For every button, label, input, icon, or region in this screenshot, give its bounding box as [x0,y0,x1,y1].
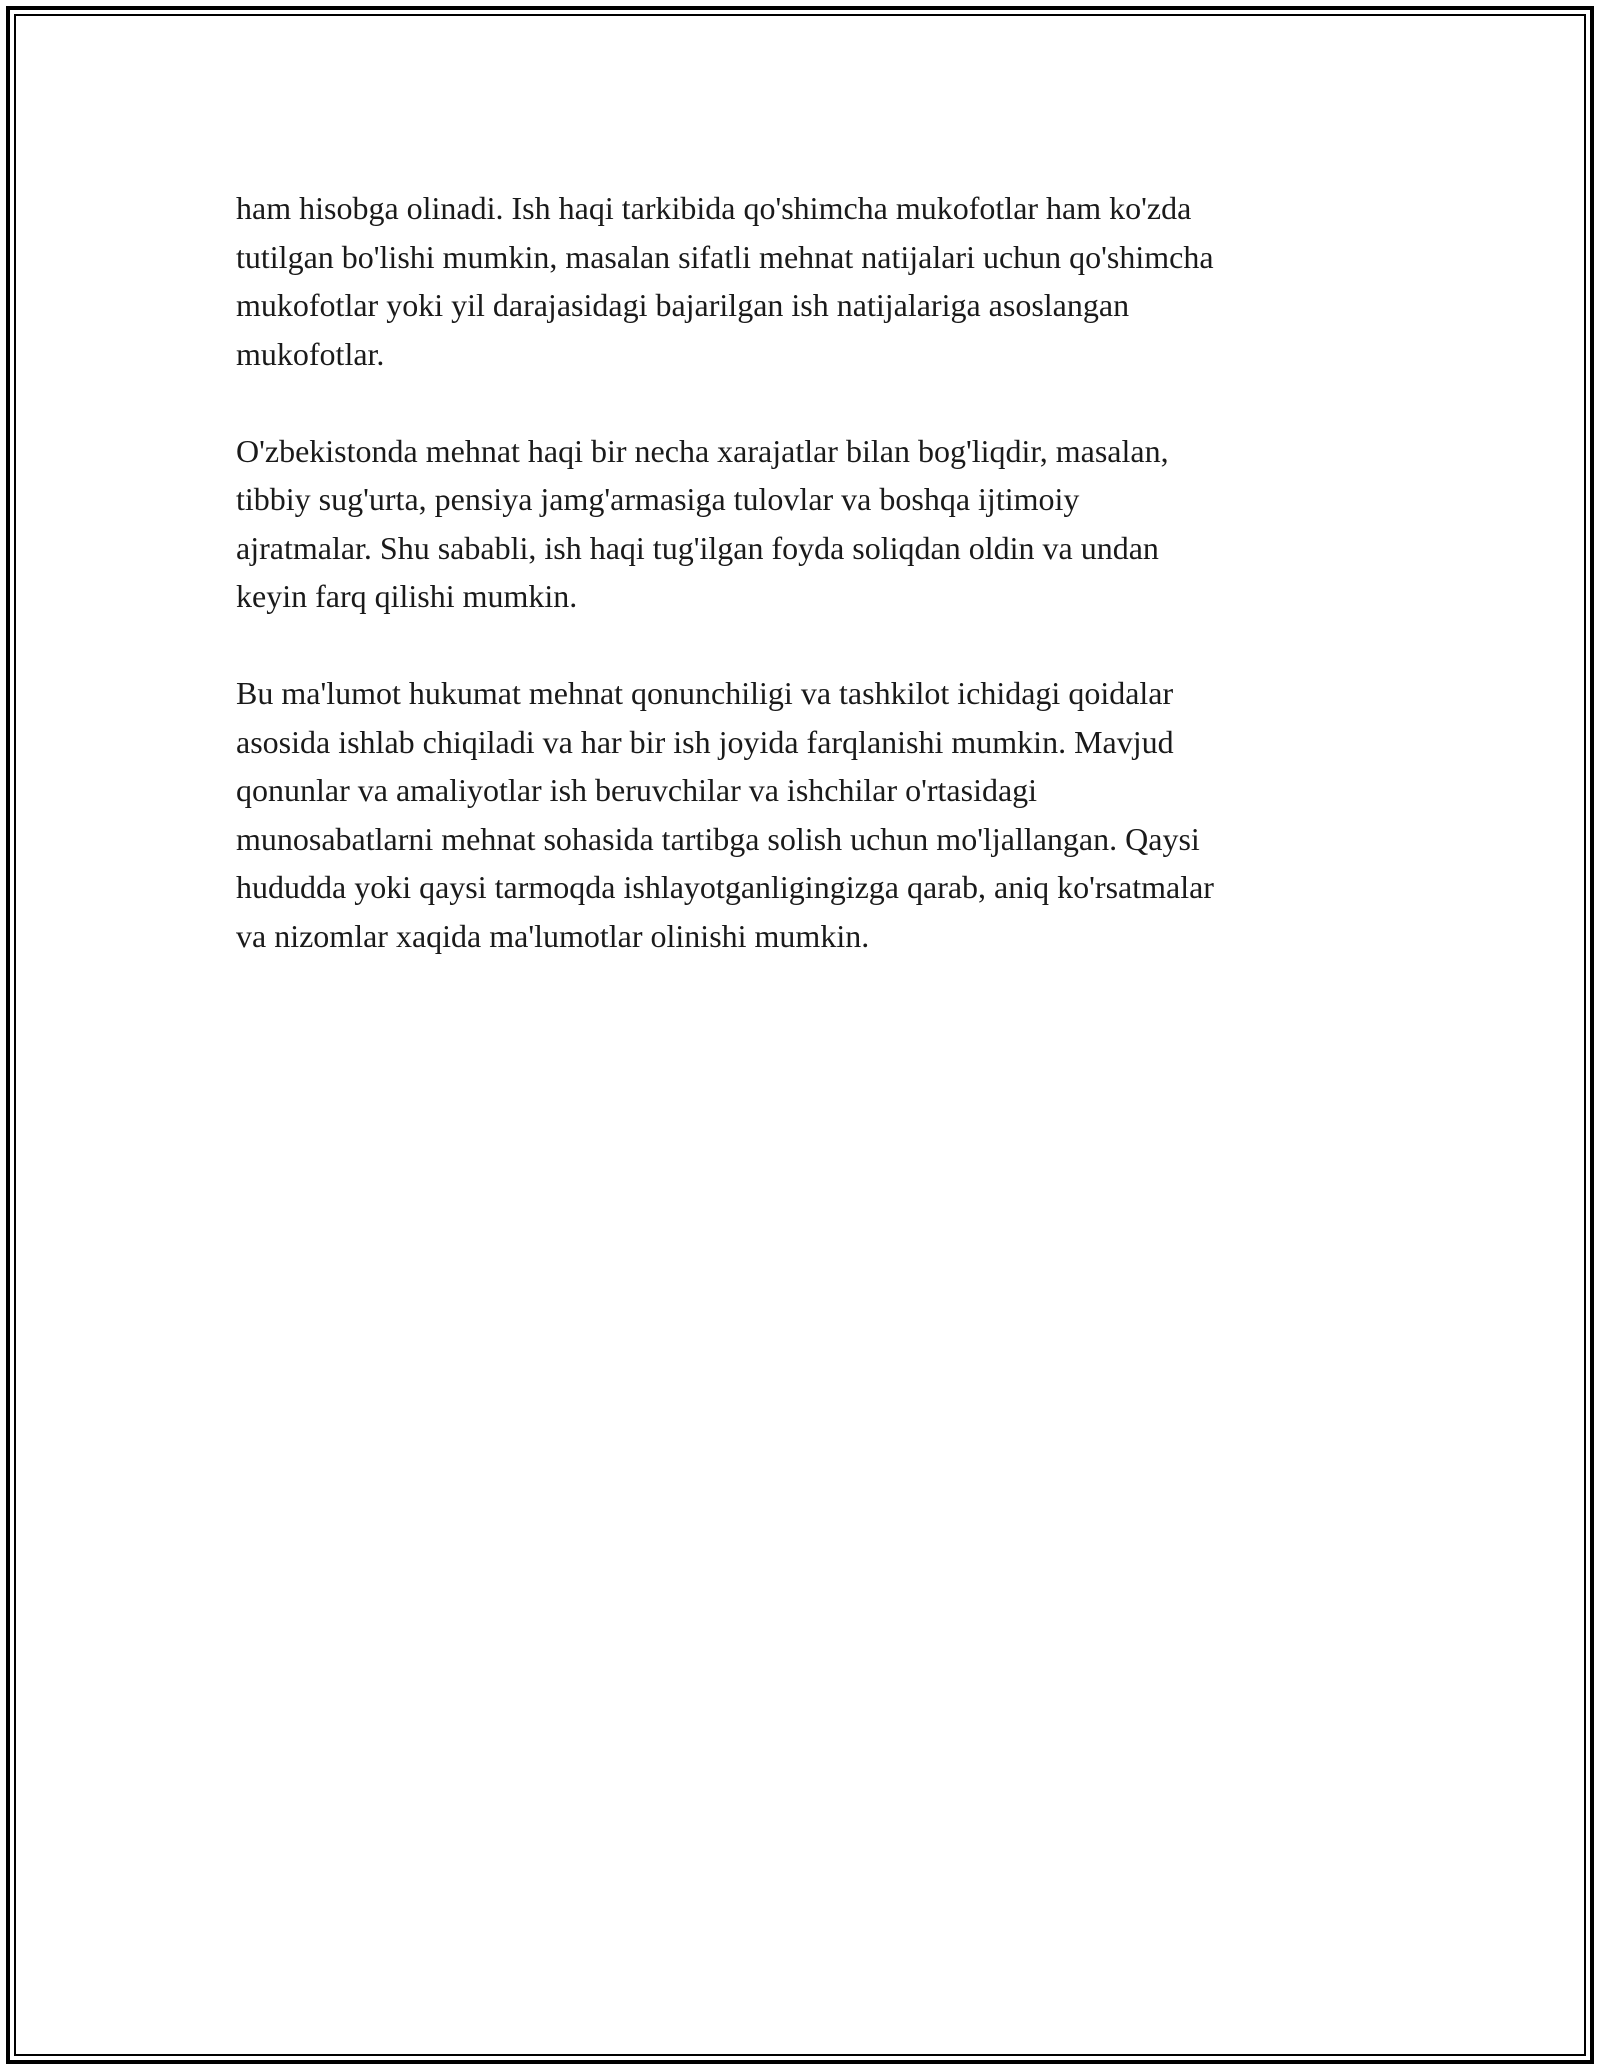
text-line: keyin farq qilishi mumkin. [236,578,578,614]
text-line: mukofotlar yoki yil darajasidagi bajarilgan ish natijalariga asoslangan [236,287,1130,323]
paragraph-3 [236,669,1376,960]
paragraph-1 [236,184,1376,378]
text-line: ham hisobga olinadi. Ish haqi tarkibida qo'shimcha mukofotlar ham ko'zda [236,190,1192,226]
text-line: O'zbekistonda mehnat haqi bir necha xarajatlar bilan bog'liqdir, masalan, [236,432,1169,469]
document-body [236,184,1376,960]
text-line: munosabatlarni mehnat sohasida tartibga solish uchun mo'ljallangan. Qaysi [236,820,1200,857]
text-line: Bu ma'lumot hukumat mehnat qonunchiligi va tashkilot ichidagi qoidalar [236,675,1174,711]
text-line: hududda yoki qaysi tarmoqda ishlayotganligingizga qarab, aniq ko'rsatmalar [236,869,1214,905]
text-line: asosida ishlab chiqiladi va har bir ish joyida farqlanishi mumkin. Mavjud [236,723,1174,760]
text-line: va nizomlar xaqida ma'lumotlar olinishi mumkin. [236,917,870,954]
text-line: qonunlar va amaliyotlar ish beruvchilar va ishchilar o'rtasidagi [236,772,1038,808]
text-line: mukofotlar. [236,335,385,372]
text-line: ajratmalar. Shu sababli, ish haqi tug'ilgan foyda soliqdan oldin va undan [236,529,1159,566]
paragraph-2 [236,427,1376,621]
text-line: tibbiy sug'urta, pensiya jamg'armasiga tulovlar va boshqa ijtimoiy [236,481,1080,517]
text-line: tutilgan bo'lishi mumkin, masalan sifatli mehnat natijalari uchun qo'shimcha [236,238,1214,275]
